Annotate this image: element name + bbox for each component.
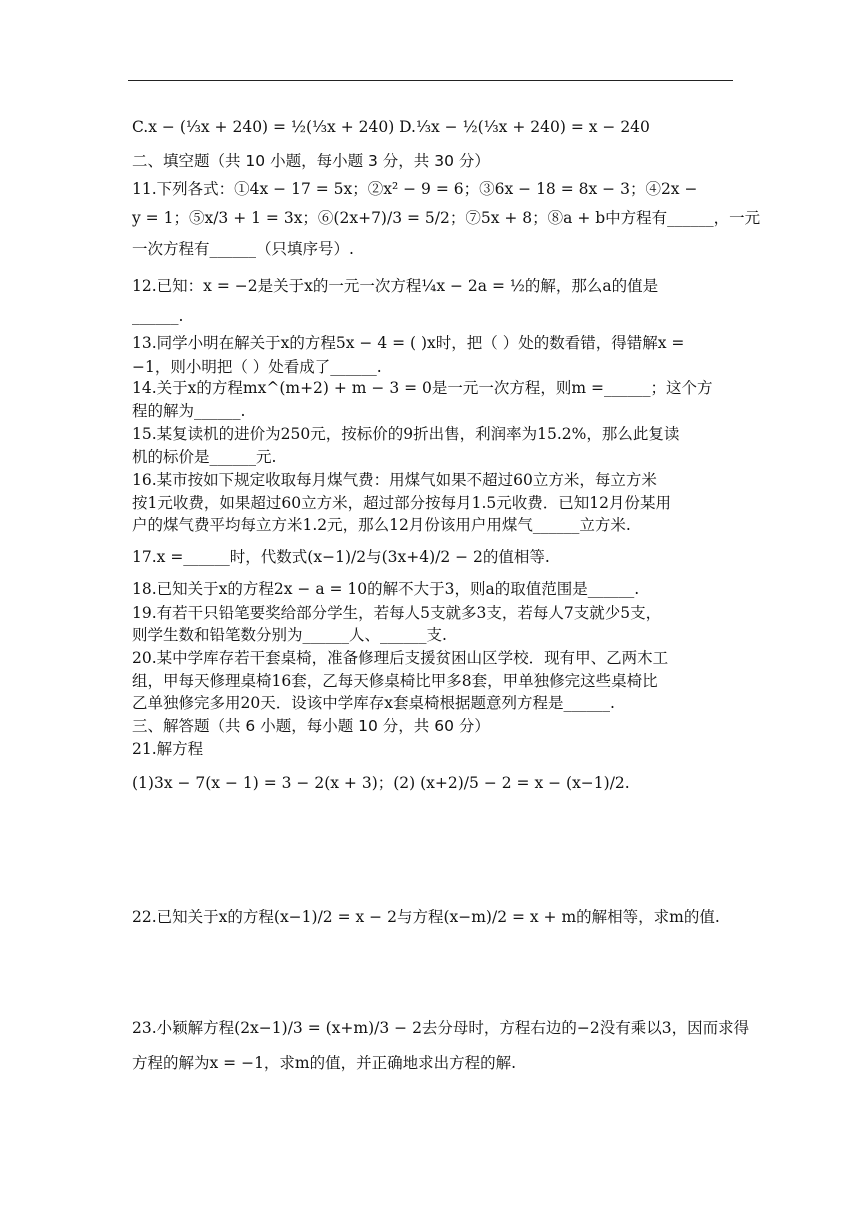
question-12-line-2: ______. bbox=[132, 307, 184, 325]
question-12-line-1: 12.已知：x = −2是关于x的一元一次方程¼x − 2a = ½的解，那么a的值是 bbox=[132, 277, 659, 295]
question-22: 22.已知关于x的方程(x−1)/2 = x − 2与方程(x−m)/2 = x + m的解相等，求m的值. bbox=[132, 908, 720, 926]
question-20-line-2: 组，甲每天修理桌椅16套，乙每天修桌椅比甲多8套，甲单独修完这些桌椅比 bbox=[132, 672, 658, 690]
question-19-line-2: 则学生数和铅笔数分别为______人、______支. bbox=[132, 626, 447, 644]
question-19-line-1: 19.有若干只铅笔要奖给部分学生，若每人5支就多3支，若每人7支就少5支， bbox=[132, 604, 662, 622]
question-14-line-2: 程的解为______. bbox=[132, 402, 246, 420]
question-18: 18.已知关于x的方程2x − a = 10的解不大于3，则a的取值范围是______. bbox=[132, 580, 640, 598]
header-rule bbox=[128, 80, 733, 81]
question-14-line-1: 14.关于x的方程mx^(m+2) + m − 3 = 0是一元一次方程，则m =______；这个方 bbox=[132, 379, 713, 397]
question-23-line-1: 23.小颖解方程(2x−1)/3 = (x+m)/3 − 2去分母时，方程右边的−2没有乘以3，因而求得 bbox=[132, 1019, 750, 1037]
question-17: 17.x =______时，代数式(x−1)/2与(3x+4)/2 − 2的值相等. bbox=[132, 548, 550, 566]
question-13-line-2: −1，则小明把（ ）处看成了______. bbox=[132, 358, 382, 376]
question-10-options: C.x − (⅓x + 240) = ½(⅓x + 240) D.⅓x − ½(⅓x + 240) = x − 240 bbox=[132, 118, 650, 136]
question-20-line-1: 20.某中学库存若干套桌椅，准备修理后支援贫困山区学校．现有甲、乙两木工 bbox=[132, 649, 669, 667]
question-21-equations: (1)3x − 7(x − 1) = 3 − 2(x + 3)；(2) (x+2)/5 − 2 = x − (x−1)/2. bbox=[132, 774, 630, 792]
question-23-line-2: 方程的解为x = −1，求m的值，并正确地求出方程的解. bbox=[132, 1054, 517, 1072]
question-16-line-1: 16.某市按如下规定收取每月煤气费：用煤气如果不超过60立方米，每立方米 bbox=[132, 471, 657, 489]
question-16-line-3: 户的煤气费平均每立方米1.2元，那么12月份该用户用煤气______立方米. bbox=[132, 516, 631, 534]
section-2-heading: 二、填空题（共 10 小题，每小题 3 分，共 30 分） bbox=[132, 152, 490, 170]
question-13-line-1: 13.同学小明在解关于x的方程5x − 4 = ( )x时，把（ ）处的数看错，得错解x = bbox=[132, 334, 685, 352]
question-11-line-3: 一次方程有______（只填序号）. bbox=[132, 240, 354, 258]
question-21-title: 21.解方程 bbox=[132, 740, 204, 758]
section-3-heading: 三、解答题（共 6 小题，每小题 10 分，共 60 分） bbox=[132, 717, 490, 735]
question-15-line-2: 机的标价是______元. bbox=[132, 448, 277, 466]
question-11-line-2: y = 1；⑤x/3 + 1 = 3x；⑥(2x+7)/3 = 5/2；⑦5x + 8；⑧a + b中方程有______，一元 bbox=[132, 209, 761, 227]
question-20-line-3: 乙单独修完多用20天．设该中学库存x套桌椅根据题意列方程是______. bbox=[132, 694, 615, 712]
question-15-line-1: 15.某复读机的进价为250元，按标价的9折出售，利润率为15.2%，那么此复读 bbox=[132, 425, 680, 443]
question-16-line-2: 按1元收费，如果超过60立方米，超过部分按每月1.5元收费．已知12月份某用 bbox=[132, 494, 671, 512]
question-11-line-1: 11.下列各式：①4x − 17 = 5x；②x² − 9 = 6；③6x − 18 = 8x − 3；④2x − bbox=[132, 180, 698, 198]
